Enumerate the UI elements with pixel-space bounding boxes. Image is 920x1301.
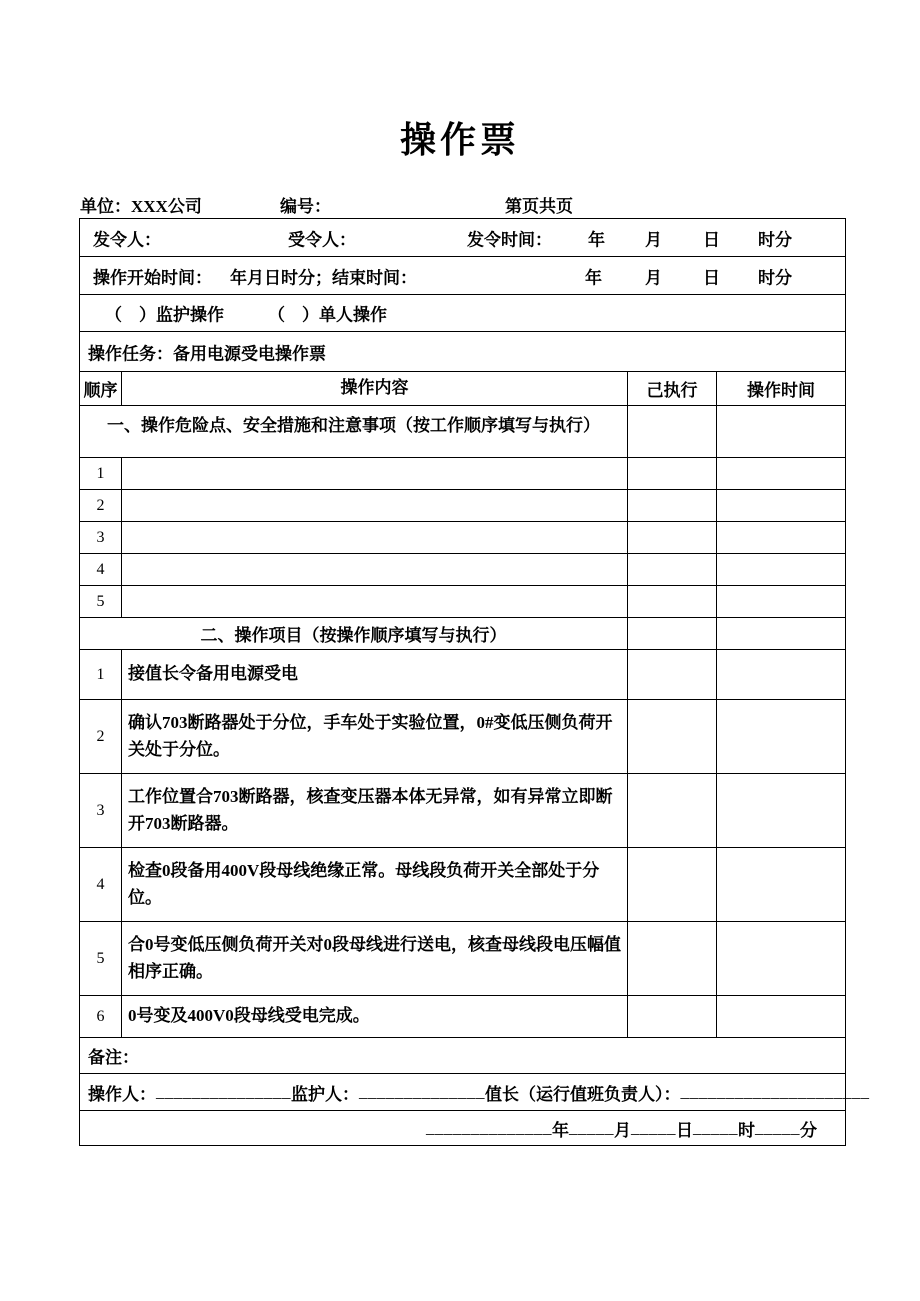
done-cell (628, 458, 717, 489)
table-row (80, 774, 845, 848)
page-count-label: 第页共页 (505, 197, 573, 216)
start-time-row-cell (80, 257, 845, 294)
table-row (80, 522, 845, 554)
table-row (80, 996, 845, 1038)
content-cell (122, 586, 628, 617)
done-cell (628, 554, 717, 585)
seq-cell: 4 (80, 848, 122, 921)
day-label: 日 (676, 1120, 693, 1140)
time-cell (717, 490, 845, 521)
seq-cell: 1 (80, 458, 122, 489)
section2-title: 二、操作项目（按操作顺序填写与执行） (80, 618, 628, 649)
table-row (80, 458, 845, 490)
operator-label: 操作人： (88, 1084, 156, 1104)
date-row (80, 1111, 845, 1145)
time-cell (717, 700, 845, 773)
done-cell (628, 996, 717, 1037)
table-row (80, 700, 845, 774)
column-header-row (80, 372, 845, 406)
receiver-label: 受令人： (288, 230, 356, 249)
time-cell (717, 554, 845, 585)
time-cell (717, 522, 845, 553)
section1-row (80, 406, 845, 458)
operator-blank: _______________ (156, 1082, 291, 1101)
time-cell (717, 996, 845, 1037)
number-label: 编号： (280, 197, 331, 216)
content-cell (122, 554, 628, 585)
done-cell (628, 490, 717, 521)
content-cell: 合0号变低压侧负荷开关对0段母线进行送电，核查母线段电压幅值相序正确。 (122, 922, 628, 995)
day-blank: _____ (693, 1118, 738, 1137)
year-label: 年 (552, 1120, 569, 1140)
unit-label: 单位：XXX公司 (80, 197, 202, 216)
section2-row (80, 618, 845, 650)
table-row (80, 848, 845, 922)
content-cell (122, 458, 628, 489)
time-cell (717, 774, 845, 847)
done-cell (628, 774, 717, 847)
task-row-cell (80, 332, 845, 371)
issue-time-label: 发令时间： (467, 230, 552, 249)
done-cell (628, 586, 717, 617)
done-cell (628, 650, 717, 699)
seq-cell: 2 (80, 700, 122, 773)
signature-row (80, 1074, 870, 1111)
mode-row-cell (80, 295, 845, 331)
seq-cell: 3 (80, 774, 122, 847)
start-time-row (80, 257, 845, 295)
minute-label: 分 (800, 1120, 817, 1140)
done-cell (628, 522, 717, 553)
hour-min-label: 时分 (758, 230, 792, 249)
start-time-label: 操作开始时间： (93, 268, 212, 287)
seq-cell: 3 (80, 522, 122, 553)
content-cell (122, 522, 628, 553)
task-row (80, 332, 845, 372)
time-cell (717, 848, 845, 921)
done-cell (628, 848, 717, 921)
done-cell (628, 700, 717, 773)
content-cell: 工作位置合703断路器，核查变压器本体无异常，如有异常立即断开703断路器。 (122, 774, 628, 847)
start-end-value: 年月日时分；结束时间： (230, 268, 417, 287)
month-label: 月 (645, 268, 662, 287)
time-cell (717, 406, 845, 457)
page-title: 操作票 (399, 120, 520, 160)
table-row (80, 554, 845, 586)
date-cell (80, 1111, 845, 1145)
issuer-row-cell (80, 219, 845, 256)
time-cell (717, 586, 845, 617)
col-header-done: 己执行 (628, 372, 717, 405)
chief-label: 值长（运行值班负责人）： (485, 1084, 681, 1104)
day-label: 日 (703, 268, 720, 287)
signature-cell (80, 1074, 870, 1110)
task-label: 操作任务：备用电源受电操作票 (88, 344, 326, 363)
year-blank: _____ (569, 1118, 614, 1137)
mode-row (80, 295, 845, 332)
done-cell (628, 406, 717, 457)
table-row (80, 650, 845, 700)
time-cell (717, 922, 845, 995)
year-label: 年 (588, 230, 605, 249)
seq-cell: 5 (80, 586, 122, 617)
remark-row (80, 1038, 845, 1074)
date-blank: ______________ (426, 1118, 552, 1137)
content-cell: 接值长令备用电源受电 (122, 650, 628, 699)
seq-cell: 6 (80, 996, 122, 1037)
hour-min-label: 时分 (758, 268, 792, 287)
table-row (80, 922, 845, 996)
year-label: 年 (585, 268, 602, 287)
content-cell: 确认703断路器处于分位，手车处于实验位置，0#变低压侧负荷开关处于分位。 (122, 700, 628, 773)
guardian-blank: ______________ (359, 1082, 485, 1101)
seq-cell: 2 (80, 490, 122, 521)
month-label: 月 (614, 1120, 631, 1140)
single-option: （ ）单人操作 (268, 305, 387, 325)
remark-label: 备注： (88, 1048, 139, 1067)
done-cell (628, 922, 717, 995)
section1-title: 一、操作危险点、安全措施和注意事项（按工作顺序填写与执行） (80, 406, 628, 457)
issuer-row (80, 219, 845, 257)
done-cell (628, 618, 717, 649)
content-cell (122, 490, 628, 521)
content-cell: 检查0段备用400V段母线绝缘正常。母线段负荷开关全部处于分位。 (122, 848, 628, 921)
hour-label: 时 (738, 1120, 755, 1140)
chief-blank: _____________________ (680, 1082, 870, 1101)
col-header-time: 操作时间 (747, 381, 815, 400)
time-cell (717, 458, 845, 489)
table-row (80, 490, 845, 522)
day-label: 日 (703, 230, 720, 249)
seq-cell: 1 (80, 650, 122, 699)
issuer-label: 发令人： (93, 230, 161, 249)
col-header-content: 操作内容 (122, 372, 628, 405)
seq-cell: 5 (80, 922, 122, 995)
time-cell (717, 618, 845, 649)
operation-ticket-table (79, 218, 870, 1146)
guard-option: （ ）监护操作 (105, 305, 224, 325)
col-header-seq: 顺序 (80, 372, 122, 405)
meta-line (80, 192, 845, 216)
guardian-label: 监护人： (291, 1084, 359, 1104)
month-blank: _____ (631, 1118, 676, 1137)
content-cell: 0号变及400V0段母线受电完成。 (122, 996, 628, 1037)
table-row (80, 586, 845, 618)
month-label: 月 (645, 230, 662, 249)
seq-cell: 4 (80, 554, 122, 585)
minute-blank: _____ (755, 1118, 800, 1137)
time-cell (717, 650, 845, 699)
